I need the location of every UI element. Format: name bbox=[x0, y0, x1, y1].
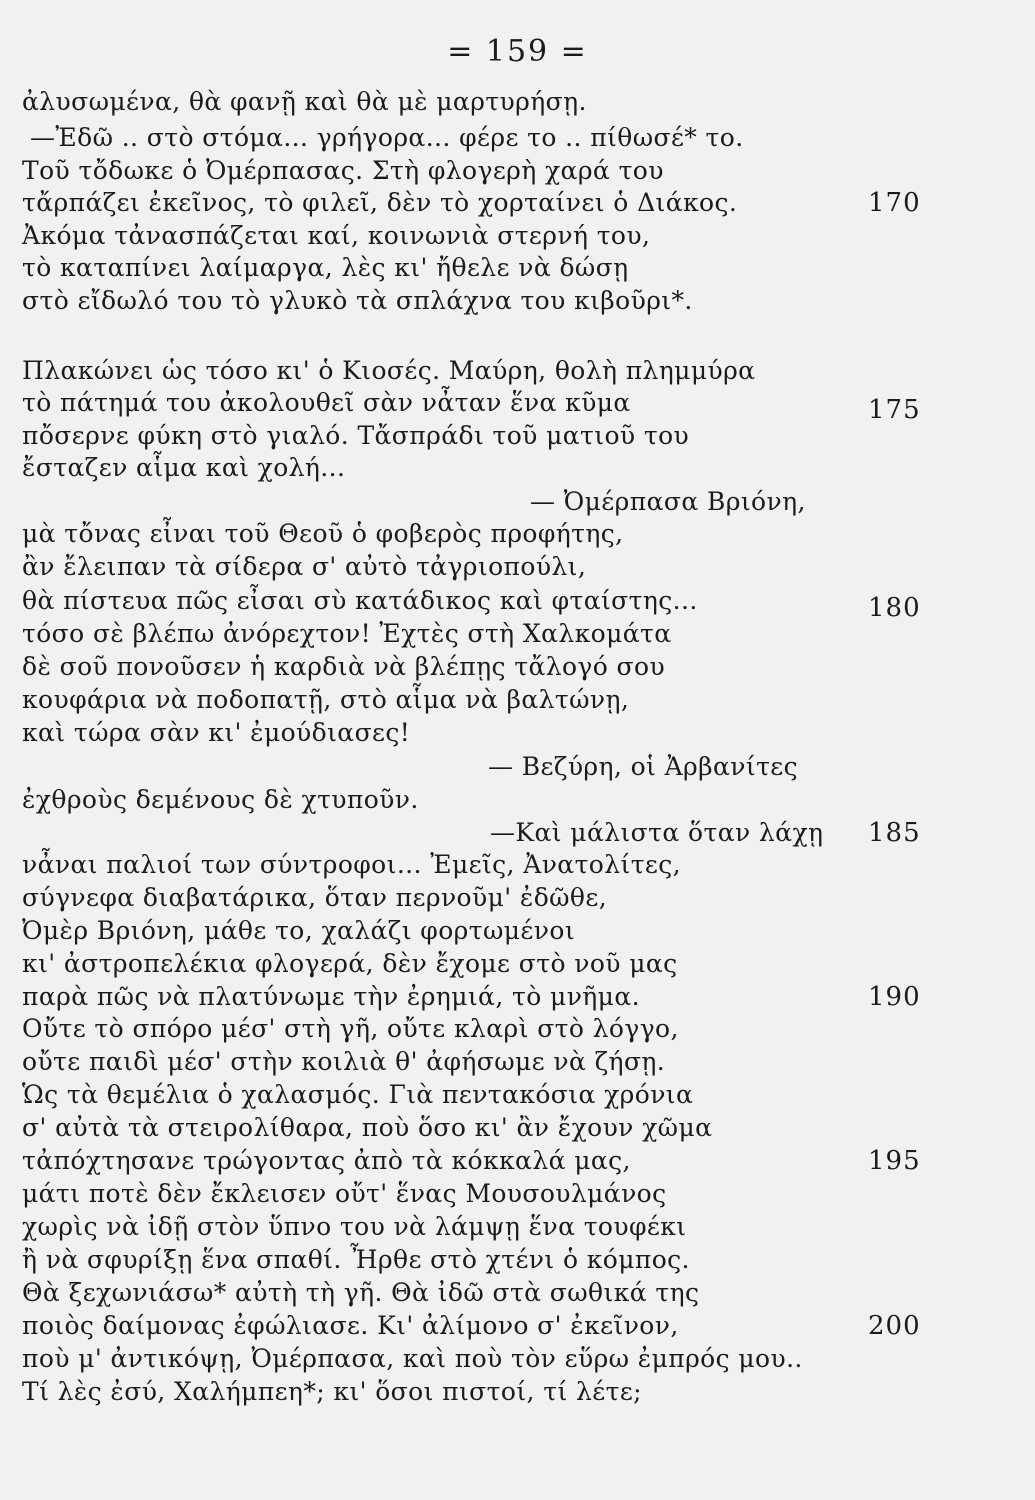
verse-line: Οὔτε τὸ σπόρο μέσ' στὴ γῆ, οὔτε κλαρὶ στὸ λόγγο, bbox=[22, 1014, 679, 1043]
verse-line: σύγνεφα διαβατάρικα, ὅταν περνοῦμ' ἐδῶθε, bbox=[22, 883, 608, 912]
verse-line: μὰ τὄνας εἶναι τοῦ Θεοῦ ὁ φοβερὸς προφήτης, bbox=[22, 519, 624, 548]
verse-number: 190 bbox=[868, 982, 921, 1012]
verse-line: νἆναι παλιοί των σύντροφοι... Ἐμεῖς, Ἀνατολίτες, bbox=[22, 850, 682, 879]
verse-number: 180 bbox=[868, 593, 921, 623]
verse-line: καὶ τώρα σὰν κι' ἐμούδιασες! bbox=[22, 718, 411, 747]
verse-line: Πλακώνει ὡς τόσο κι' ὁ Κιοσές. Μαύρη, θολὴ πλημμύρα bbox=[22, 356, 756, 385]
verse-line: Ὀμὲρ Βριόνη, μάθε το, χαλάζι φορτωμένοι bbox=[22, 916, 576, 945]
verse-line: ἀλυσωμένα, θὰ φανῇ καὶ θὰ μὲ μαρτυρήσῃ. bbox=[22, 87, 587, 116]
verse-number: 200 bbox=[868, 1311, 921, 1341]
verse-line: πὄσερνε φύκη στὸ γιαλό. Τἄσπράδι τοῦ ματιοῦ του bbox=[22, 421, 690, 450]
verse-line: κουφάρια νὰ ποδοπατῇ, στὸ αἷμα νὰ βαλτώνῃ, bbox=[22, 685, 630, 714]
verse-number: 195 bbox=[868, 1146, 921, 1176]
verse-line: τἀπόχτησανε τρώγοντας ἀπὸ τὰ κόκκαλά μας, bbox=[22, 1146, 631, 1175]
verse-line: ἂν ἔλειπαν τὰ σίδερα σ' αὐτὸ τἀγριοπούλι, bbox=[22, 552, 587, 581]
verse-number: 170 bbox=[868, 188, 921, 218]
verse-line: ἢ νὰ σφυρίξῃ ἕνα σπαθί. Ἦρθε στὸ χτένι ὁ κόμπος. bbox=[22, 1245, 690, 1274]
verse-line: Θὰ ξεχωνιάσω* αὐτὴ τὴ γῆ. Θὰ ἰδῶ στὰ σωθικά της bbox=[22, 1278, 700, 1307]
verse-line: μάτι ποτὲ δὲν ἔκλεισεν οὔτ' ἕνας Μουσουλμάνος bbox=[22, 1179, 667, 1208]
verse-line: — Βεζύρη, οἱ Ἀρβανίτες bbox=[488, 752, 799, 781]
verse-line: —Καὶ μάλιστα ὅταν λάχῃ bbox=[490, 818, 824, 847]
verse-line: τἄρπάζει ἐκεῖνος, τὸ φιλεῖ, δὲν τὸ χορταίνει ὁ Διάκος. bbox=[22, 188, 738, 217]
page-number: = 159 = bbox=[447, 34, 588, 69]
verse-line: —Ἐδῶ .. στὸ στόμα... γρήγορα... φέρε το .. πίθωσέ* το. bbox=[30, 123, 744, 152]
verse-number: 175 bbox=[868, 395, 921, 425]
verse-line: στὸ εἴδωλό του τὸ γλυκὸ τὰ σπλάχνα του κιβοῦρι*. bbox=[22, 286, 693, 315]
verse-line: ἐχθροὺς δεμένους δὲ χτυποῦν. bbox=[22, 785, 419, 814]
verse-line: τόσο σὲ βλέπω ἀνόρεχτον! Ἐχτὲς στὴ Χαλκομάτα bbox=[22, 619, 672, 648]
verse-line: Ὡς τὰ θεμέλια ὁ χαλασμός. Γιὰ πεντακόσια χρόνια bbox=[22, 1080, 694, 1109]
verse-line: Τί λὲς ἐσύ, Χαλήμπεη*; κι' ὅσοι πιστοί, τί λέτε; bbox=[22, 1377, 643, 1406]
verse-line: χωρὶς νὰ ἰδῇ στὸν ὕπνο του νὰ λάμψῃ ἕνα τουφέκι bbox=[22, 1212, 687, 1241]
verse-line: Τοῦ τὄδωκε ὁ Ὀμέρπασας. Στὴ φλογερὴ χαρά του bbox=[22, 156, 664, 185]
verse-line: παρὰ πῶς νὰ πλατύνωμε τὴν ἐρημιά, τὸ μνῆμα. bbox=[22, 982, 640, 1011]
verse-line: τὸ πάτημά του ἀκολουθεῖ σὰν νἆταν ἕνα κῦμα bbox=[22, 388, 631, 417]
verse-line: ποιὸς δαίμονας ἐφώλιασε. Κι' ἀλίμονο σ' ἐκεῖνον, bbox=[22, 1311, 679, 1340]
verse-number: 185 bbox=[868, 818, 921, 848]
verse-line: τὸ καταπίνει λαίμαργα, λὲς κι' ἤθελε νὰ δώσῃ bbox=[22, 253, 629, 282]
verse-line: κι' ἀστροπελέκια φλογερά, δὲν ἔχομε στὸ νοῦ μας bbox=[22, 949, 678, 978]
verse-line: ποὺ μ' ἀντικόψῃ, Ὀμέρπασα, καὶ ποὺ τὸν εὕρω ἐμπρός μου.. bbox=[22, 1344, 803, 1373]
verse-line: — Ὀμέρπασα Βριόνη, bbox=[530, 487, 806, 516]
verse-line: Ἀκόμα τἀνασπάζεται καί, κοινωνιὰ στερνή του, bbox=[22, 221, 651, 250]
verse-line: θὰ πίστευα πῶς εἶσαι σὺ κατάδικος καὶ φταίστης... bbox=[22, 586, 698, 615]
verse-line: οὔτε παιδὶ μέσ' στὴν κοιλιὰ θ' ἀφήσωμε νὰ ζήσῃ. bbox=[22, 1047, 666, 1076]
verse-line: σ' αὐτὰ τὰ στειρολίθαρα, ποὺ ὅσο κι' ἂν ἔχουν χῶμα bbox=[22, 1113, 713, 1142]
verse-line: δὲ σοῦ πονοῦσεν ἡ καρδιὰ νὰ βλέπῃς τἄλογό σου bbox=[22, 652, 666, 681]
verse-line: ἔσταζεν αἷμα καὶ χολή... bbox=[22, 453, 346, 482]
